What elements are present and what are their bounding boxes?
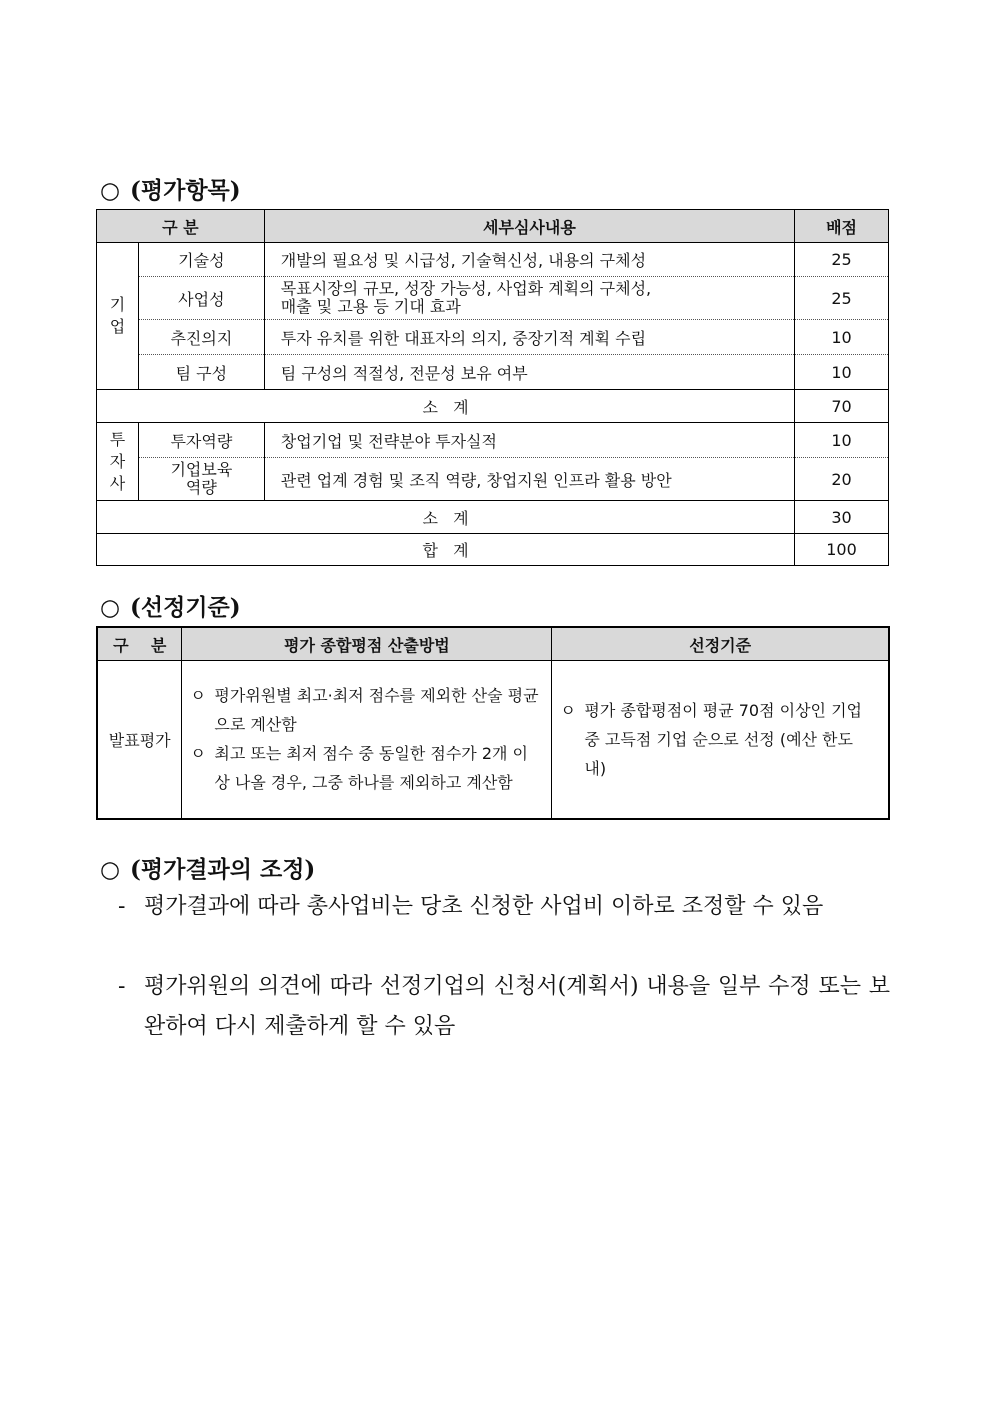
circle-bullet-icon: ○ [100,178,121,204]
adjust-heading-text: (평가결과의 조정) [130,856,316,883]
header-content: 세부심사내용 [264,210,794,243]
row-content: 관련 업계 경험 및 조직 역량, 창업지원 인프라 활용 방안 [264,458,794,501]
dash-icon: - [118,894,126,919]
list-item [560,696,876,783]
row-category: 팀 구성 [138,355,264,390]
row-content: 목표시장의 규모, 성장 가능성, 사업화 계획의 구체성, 매출 및 고용 등 기대 효과 [264,277,794,320]
subtotal-row [97,501,889,534]
header-method: 평가 종합평점 산출방법 [182,627,552,661]
total-value: 100 [795,534,889,566]
selection-criteria-table [96,626,890,820]
header-criteria: 선정기준 [552,627,889,661]
bullet-icon: ㅇ [190,686,206,706]
row-content: 투자 유치를 위한 대표자의 의지, 중장기적 계획 수립 [264,320,794,355]
adjust-item-text: 평가결과에 따라 총사업비는 당초 신청한 사업비 이하로 조정할 수 있음 [144,894,824,919]
selection-heading [100,589,241,622]
row-content: 개발의 필요성 및 시급성, 기술혁신성, 내용의 구체성 [264,243,794,277]
row-category: 발표평가 [97,661,182,819]
eval-heading [100,172,241,205]
row-score: 10 [795,423,889,458]
row-content: 팀 구성의 적절성, 전문성 보유 여부 [264,355,794,390]
group-label-investor: 투 자 사 [97,423,139,501]
table-row [97,277,889,320]
subtotal-label: 소 계 [97,501,795,534]
subtotal-value: 30 [795,501,889,534]
circle-bullet-icon: ○ [100,857,121,883]
method-text: 평가위원별 최고·최저 점수를 제외한 산술 평균으로 계산함 [214,686,539,735]
table-row [97,661,889,819]
method-cell [182,661,552,819]
dash-icon: - [118,974,126,999]
method-text: 최고 또는 최저 점수 중 동일한 점수가 2개 이상 나올 경우, 그중 하나를 제외하고 계산함 [214,744,529,793]
header-category: 구 분 [97,627,182,661]
table-row [97,458,889,501]
table-row [97,243,889,277]
header-category: 구 분 [97,210,265,243]
bullet-icon: ㅇ [190,744,206,764]
bullet-icon: ㅇ [560,700,576,720]
evaluation-items-table [96,209,889,566]
row-score: 25 [795,243,889,277]
eval-heading-text: (평가항목) [130,177,241,204]
criteria-text: 평가 종합평점이 평균 70점 이상인 기업 중 고득점 기업 순으로 선정 (예산 한도 내) [584,700,863,778]
list-item [190,739,539,797]
subtotal-label: 소 계 [97,390,795,423]
table-row [97,320,889,355]
row-category: 투자역량 [138,423,264,458]
selection-heading-text: (선정기준) [130,594,241,621]
table-header-row [97,627,889,661]
adjust-heading [100,851,315,884]
row-score: 10 [795,355,889,390]
total-label: 합 계 [97,534,795,566]
total-row [97,534,889,566]
row-category: 기술성 [138,243,264,277]
header-score: 배점 [795,210,889,243]
table-row [97,355,889,390]
criteria-cell [552,661,889,819]
group-label-company: 기 업 [97,243,139,390]
table-row [97,423,889,458]
adjust-item [118,887,890,927]
adjust-item [118,967,890,1047]
adjust-item-text: 평가위원의 의견에 따라 선정기업의 신청서(계획서) 내용을 일부 수정 또는 보완하여 다시 제출하게 할 수 있음 [144,974,890,1039]
row-category: 추진의지 [138,320,264,355]
table-header-row [97,210,889,243]
row-content: 창업기업 및 전략분야 투자실적 [264,423,794,458]
row-score: 25 [795,277,889,320]
row-score: 20 [795,458,889,501]
row-category: 기업보육 역량 [138,458,264,501]
row-score: 10 [795,320,889,355]
subtotal-row [97,390,889,423]
list-item [190,681,539,739]
row-category: 사업성 [138,277,264,320]
circle-bullet-icon: ○ [100,595,121,621]
subtotal-value: 70 [795,390,889,423]
